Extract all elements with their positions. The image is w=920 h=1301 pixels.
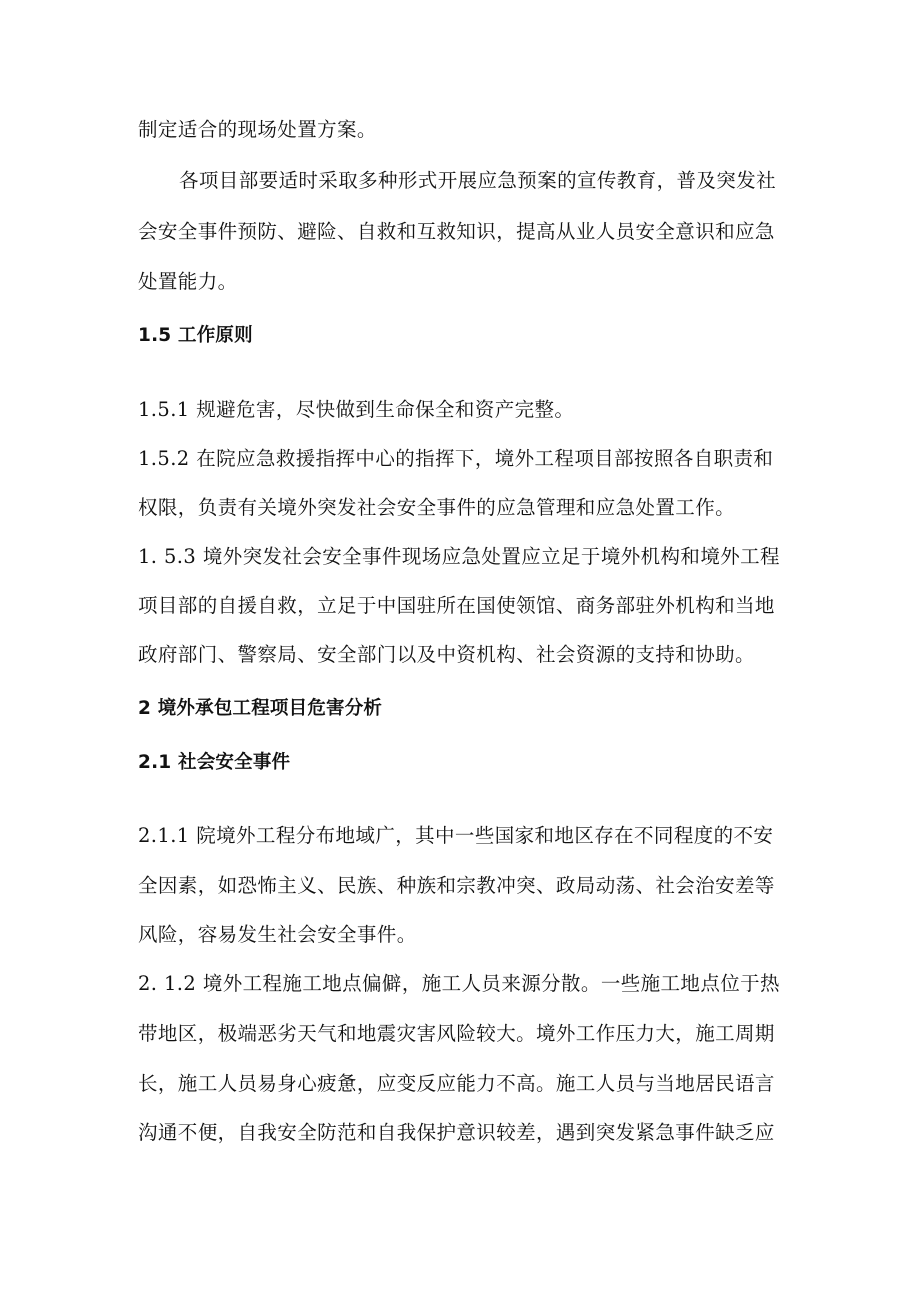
paragraph-line: 带地区，极端恶劣天气和地震灾害风险较大。境外工作压力大，施工周期 <box>138 1022 775 1045</box>
paragraph-line: 2.1.1 院境外工程分布地域广，其中一些国家和地区存在不同程度的不安 <box>138 824 774 847</box>
paragraph-line: 项目部的自援自救，立足于中国驻所在国使领馆、商务部驻外机构和当地 <box>138 594 775 617</box>
paragraph-line: 政府部门、警察局、安全部门以及中资机构、社会资源的支持和协助。 <box>138 643 755 666</box>
paragraph-line: 各项目部要适时采取多种形式开展应急预案的宣传教育，普及突发社 <box>179 169 777 192</box>
paragraph-line: 长，施工人员易身心疲惫，应变反应能力不高。施工人员与当地居民语言 <box>138 1072 775 1095</box>
paragraph-line: 1.5.1 规避危害，尽快做到生命保全和资产完整。 <box>138 398 575 421</box>
paragraph-line: 会安全事件预防、避险、自救和互救知识，提高从业人员安全意识和应急 <box>138 220 775 243</box>
paragraph-line: 风险，容易发生社会安全事件。 <box>138 923 417 946</box>
section-heading: 2.1 社会安全事件 <box>138 752 291 773</box>
paragraph-line: 2. 1.2 境外工程施工地点偏僻，施工人员来源分散。一些施工地点位于热 <box>138 972 780 995</box>
paragraph-line: 制定适合的现场处置方案。 <box>138 118 377 141</box>
paragraph-line: 权限，负责有关境外突发社会安全事件的应急管理和应急处置工作。 <box>138 496 736 519</box>
paragraph-line: 1. 5.3 境外突发社会安全事件现场应急处置应立足于境外机构和境外工程 <box>138 545 780 568</box>
paragraph-line: 沟通不便，自我安全防范和自我保护意识较差，遇到突发紧急事件缺乏应 <box>138 1121 775 1144</box>
section-heading: 2 境外承包工程项目危害分析 <box>138 698 383 719</box>
section-heading: 1.5 工作原则 <box>138 325 253 346</box>
paragraph-line: 1.5.2 在院应急救援指挥中心的指挥下，境外工程项目部按照各自职责和 <box>138 447 774 470</box>
paragraph-line: 全因素，如恐怖主义、民族、种族和宗教冲突、政局动荡、社会治安差等 <box>138 874 775 897</box>
paragraph-line: 处置能力。 <box>138 270 238 293</box>
